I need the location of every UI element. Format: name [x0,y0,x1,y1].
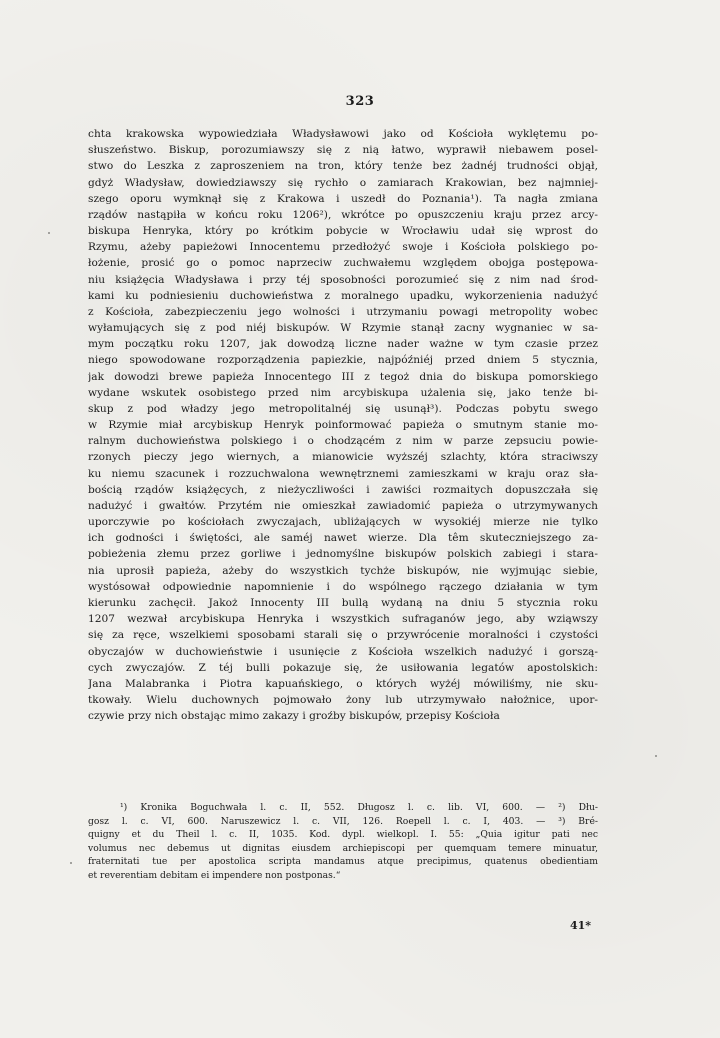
text-line: ku niemu szacunek i rozzuchwalona wewnętrznemi zamieszkami w kraju oraz sła- [88,467,598,480]
text-line: kami ku podniesieniu duchowieństwa z moralnego upadku, wykorzenienia nadużyć [88,289,598,302]
text-line: z Kościoła, zabezpieczeniu jego wolności i utrzymaniu powagi metropolity wobec [88,305,598,318]
page-number: 323 [345,94,375,109]
footnote-line: volumus nec debemus ut dignitas eiusdem archiepiscopi per quemquam temere minuatur, [88,842,598,854]
text-line: rzonych pieczy jego wiernych, a mianowicie wyższéj szlachty, która straciwszy [88,451,598,464]
text-line: biskupa Henryka, który po krótkim pobycie w Wrocławiu udał się wprost do [88,225,598,238]
text-line: bością rządów książęcych, z nieżyczliwości i zawiści rozmaitych dopuszczała się [88,483,598,496]
text-line: pobieżenia złemu przez gorliwe i jednomyślne biskupów polskich zabiegi i stara- [88,548,598,561]
text-line: gdyż Władysław, dowiedziawszy się rychło o zamiarach Krakowian, bez najmniej- [88,176,598,189]
footnote-line: ¹) Kronika Boguchwała l. c. II, 552. Długosz l. c. lib. VI, 600. — ²) Dłu- [120,802,598,813]
text-line: nadużyć i gwałtów. Przytém nie omieszkał zawiadomić papieża o utrzymywanych [88,499,598,512]
footnote-line: quigny et du Theil l. c. II, 1035. Kod. dypl. wielkopl. I. 55: „Quia igitur pati nec [88,829,598,841]
text-line: słuszeństwo. Biskup, porozumiawszy się z nią łatwo, wyprawił niebawem posel- [88,144,598,157]
printer-signature: 41* [570,919,592,932]
text-line: Rzymu, ażeby papieżowi Innocentemu przedłożyć swoje i Kościoła polskiego po- [88,241,598,254]
main-text [88,126,598,724]
footnote-line: fraternitati tue per apostolica scripta mandamus atque precipimus, quatenus obedientiam [88,856,598,868]
text-line: niego spowodowane rozporządzenia papiezkie, najpóźniéj przed dniem 5 stycznia, [88,354,598,367]
paper-speck [655,755,657,757]
footnote-line: gosz l. c. VI, 600. Naruszewicz l. c. VII, 126. Roepell l. c. I, 403. — ³) Bré- [88,815,598,827]
text-line: szego oporu wymknął się z Krakowa i uszedł do Poznania¹). Ta nagła zmiana [88,192,598,205]
text-line: rządów nastąpiła w końcu roku 1206²), wkrótce po opuszczeniu kraju przez arcy- [88,208,598,221]
text-line: niu książęcia Władysława i przy téj sposobności porozumieć się z nim nad środ- [88,273,598,286]
text-line: nia uprosił papieża, ażeby do wszystkich tychże biskupów, nie wyjmując siebie, [88,564,598,577]
paper-speck [48,232,50,234]
footnote-line: et reverentiam debitam ei impendere non postponas.“ [88,869,341,881]
text-line: w Rzymie miał arcybiskup Henryk poinformować papieża o smutnym stanie mo- [88,419,598,432]
text-line: skup z pod władzy jego metropolitalnéj się usunął³). Podczas pobytu swego [88,402,598,415]
text-line: jak dowodzi brewe papieża Innocentego III z tegoż dnia do biskupa pomorskiego [88,370,598,383]
text-line: tkowały. Wielu duchownych pojmowało żony lub utrzymywało nałożnice, upor- [88,694,598,707]
text-line: cych zwyczajów. Z téj bulli pokazuje się, że usiłowania legatów apostolskich: [88,661,598,674]
text-line: stwo do Leszka z zaproszeniem na tron, który tenże bez żadnéj trudności objął, [88,160,598,173]
text-line: chta krakowska wypowiedziała Władysławowi jako od Kościoła wyklętemu po- [88,128,598,140]
text-line: ich godności i świętości, ale saméj nawet wierze. Dla têm skuteczniejszego za- [88,532,598,545]
text-line: czywie przy nich obstając mimo zakazy i groźby biskupów, przepisy Kościoła [88,710,500,723]
text-line: obyczajów w duchowieństwie i usunięcie z Kościoła wszelkich nadużyć i gorszą- [88,645,598,658]
text-line: 1207 wezwał arcybiskupa Henryka i wszystkich sufraganów jego, aby wziąwszy [88,613,598,626]
text-line: się za ręce, wszelkiemi sposobami starali się o przywrócenie moralności i czystości [88,629,598,642]
text-line: Jana Malabranka i Piotra kapuańskiego, o których wyżéj mówiliśmy, nie sku- [88,677,598,690]
text-line: mym początku roku 1207, jak dowodzą liczne nader ważne w tym czasie przez [88,338,598,351]
text-line: wyłamujących się z pod niéj biskupów. W Rzymie stanął zacny wygnaniec w sa- [88,322,598,335]
text-line: uporczywie po kościołach zwyczajach, ubliżających w wysokiéj mierze nie tylko [88,516,598,529]
text-line: ralnym duchowieństwa polskiego i o chodzącém z nim w parze zepsuciu powie- [88,435,598,448]
paper-speck [70,862,72,864]
footnotes [88,801,598,883]
text-line: wystósował odpowiednie napomnienie i do wspólnego rączego działania w tym [88,580,598,593]
text-line: kierunku zachęcił. Jakoż Innocenty III bullą wydaną na dniu 5 stycznia roku [88,596,598,609]
text-line: wydane wskutek osobistego przed nim arcybiskupa użalenia się, jako tenże bi- [88,386,598,399]
text-line: łożenie, prosić go o pomoc naprzeciw zuchwałemu względem obojga postępowa- [88,257,598,270]
